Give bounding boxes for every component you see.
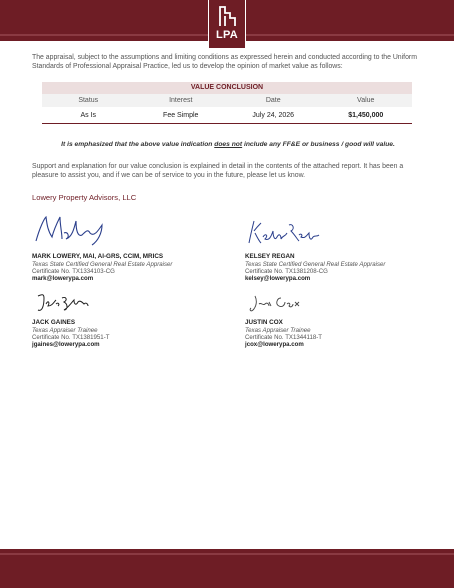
header-date: Date [265, 97, 281, 104]
emphasis-underlined: does not [214, 141, 243, 148]
cell-interest: Fee Simple [163, 111, 199, 119]
signatory-role: Texas State Certified General Real Estate Appraiser [245, 261, 386, 268]
cell-status: As Is [80, 111, 97, 119]
value-conclusion-table [42, 82, 412, 127]
intro-paragraph: The appraisal, subject to the assumptions and limiting conditions as expressed herein and conducted according to the Uniform Standards of Professional Appraisal Practice, led us to develop the opinion of market value as follows: [32, 54, 417, 70]
signatory-block-cox [245, 290, 445, 364]
header-interest: Interest [169, 97, 193, 104]
company-logo [208, 0, 246, 49]
value-conclusion-data-row [42, 107, 412, 124]
logo-text: LPA [215, 29, 239, 41]
signatory-email: jcox@lowerypa.com [245, 341, 304, 348]
signatory-role: Texas Appraiser Trainee [245, 327, 311, 334]
signature-image [245, 215, 325, 249]
logo-building-icon [218, 4, 238, 28]
support-paragraph: Support and explanation for our value conclusion is explained in detail in the contents of the attached report. It has been a pleasure to assist you, and if we can be of service to you in the future, please let us know. [32, 163, 404, 179]
cell-value: $1,450,000 [348, 111, 384, 119]
emphasis-after: include any FF&E or business / good will value. [242, 141, 395, 148]
signatory-block-regan [245, 215, 445, 287]
emphasis-statement [32, 141, 424, 148]
signature-image [32, 207, 112, 249]
signatory-block-lowery [32, 207, 232, 287]
footer-stripe [0, 553, 454, 555]
firm-name: Lowery Property Advisors, LLC [32, 193, 137, 202]
signatory-certificate: Certificate No. TX1381208-CG [245, 268, 328, 275]
value-conclusion-header-row [42, 94, 412, 107]
cell-date: July 24, 2026 [252, 111, 295, 119]
header-status: Status [78, 97, 99, 104]
signatory-name: MARK LOWERY, MAI, AI-GRS, CCIM, MRICS [32, 253, 164, 260]
value-conclusion-title: VALUE CONCLUSION [42, 82, 412, 94]
signatory-email: kelsey@lowerypa.com [245, 275, 311, 282]
signatory-role: Texas State Certified General Real Estate Appraiser [32, 261, 173, 268]
signatory-name: JACK GAINES [32, 319, 76, 326]
signatory-name: KELSEY REGAN [245, 253, 295, 260]
signatory-name: JUSTIN COX [245, 319, 283, 326]
signature-image [245, 290, 305, 316]
signatory-role: Texas Appraiser Trainee [32, 327, 98, 334]
header-value: Value [357, 97, 375, 104]
signatory-block-gaines [32, 288, 232, 364]
signatory-certificate: Certificate No. TX1334103-CG [32, 268, 115, 275]
signatory-email: jgaines@lowerypa.com [32, 341, 100, 348]
signatory-certificate: Certificate No. TX1344118-T [245, 334, 322, 341]
signature-image [32, 288, 92, 316]
signatory-certificate: Certificate No. TX1381951-T [32, 334, 110, 341]
emphasis-before: It is emphasized that the above value indication [61, 141, 215, 148]
footer-band [0, 549, 454, 588]
signatory-email: mark@lowerypa.com [32, 275, 94, 282]
